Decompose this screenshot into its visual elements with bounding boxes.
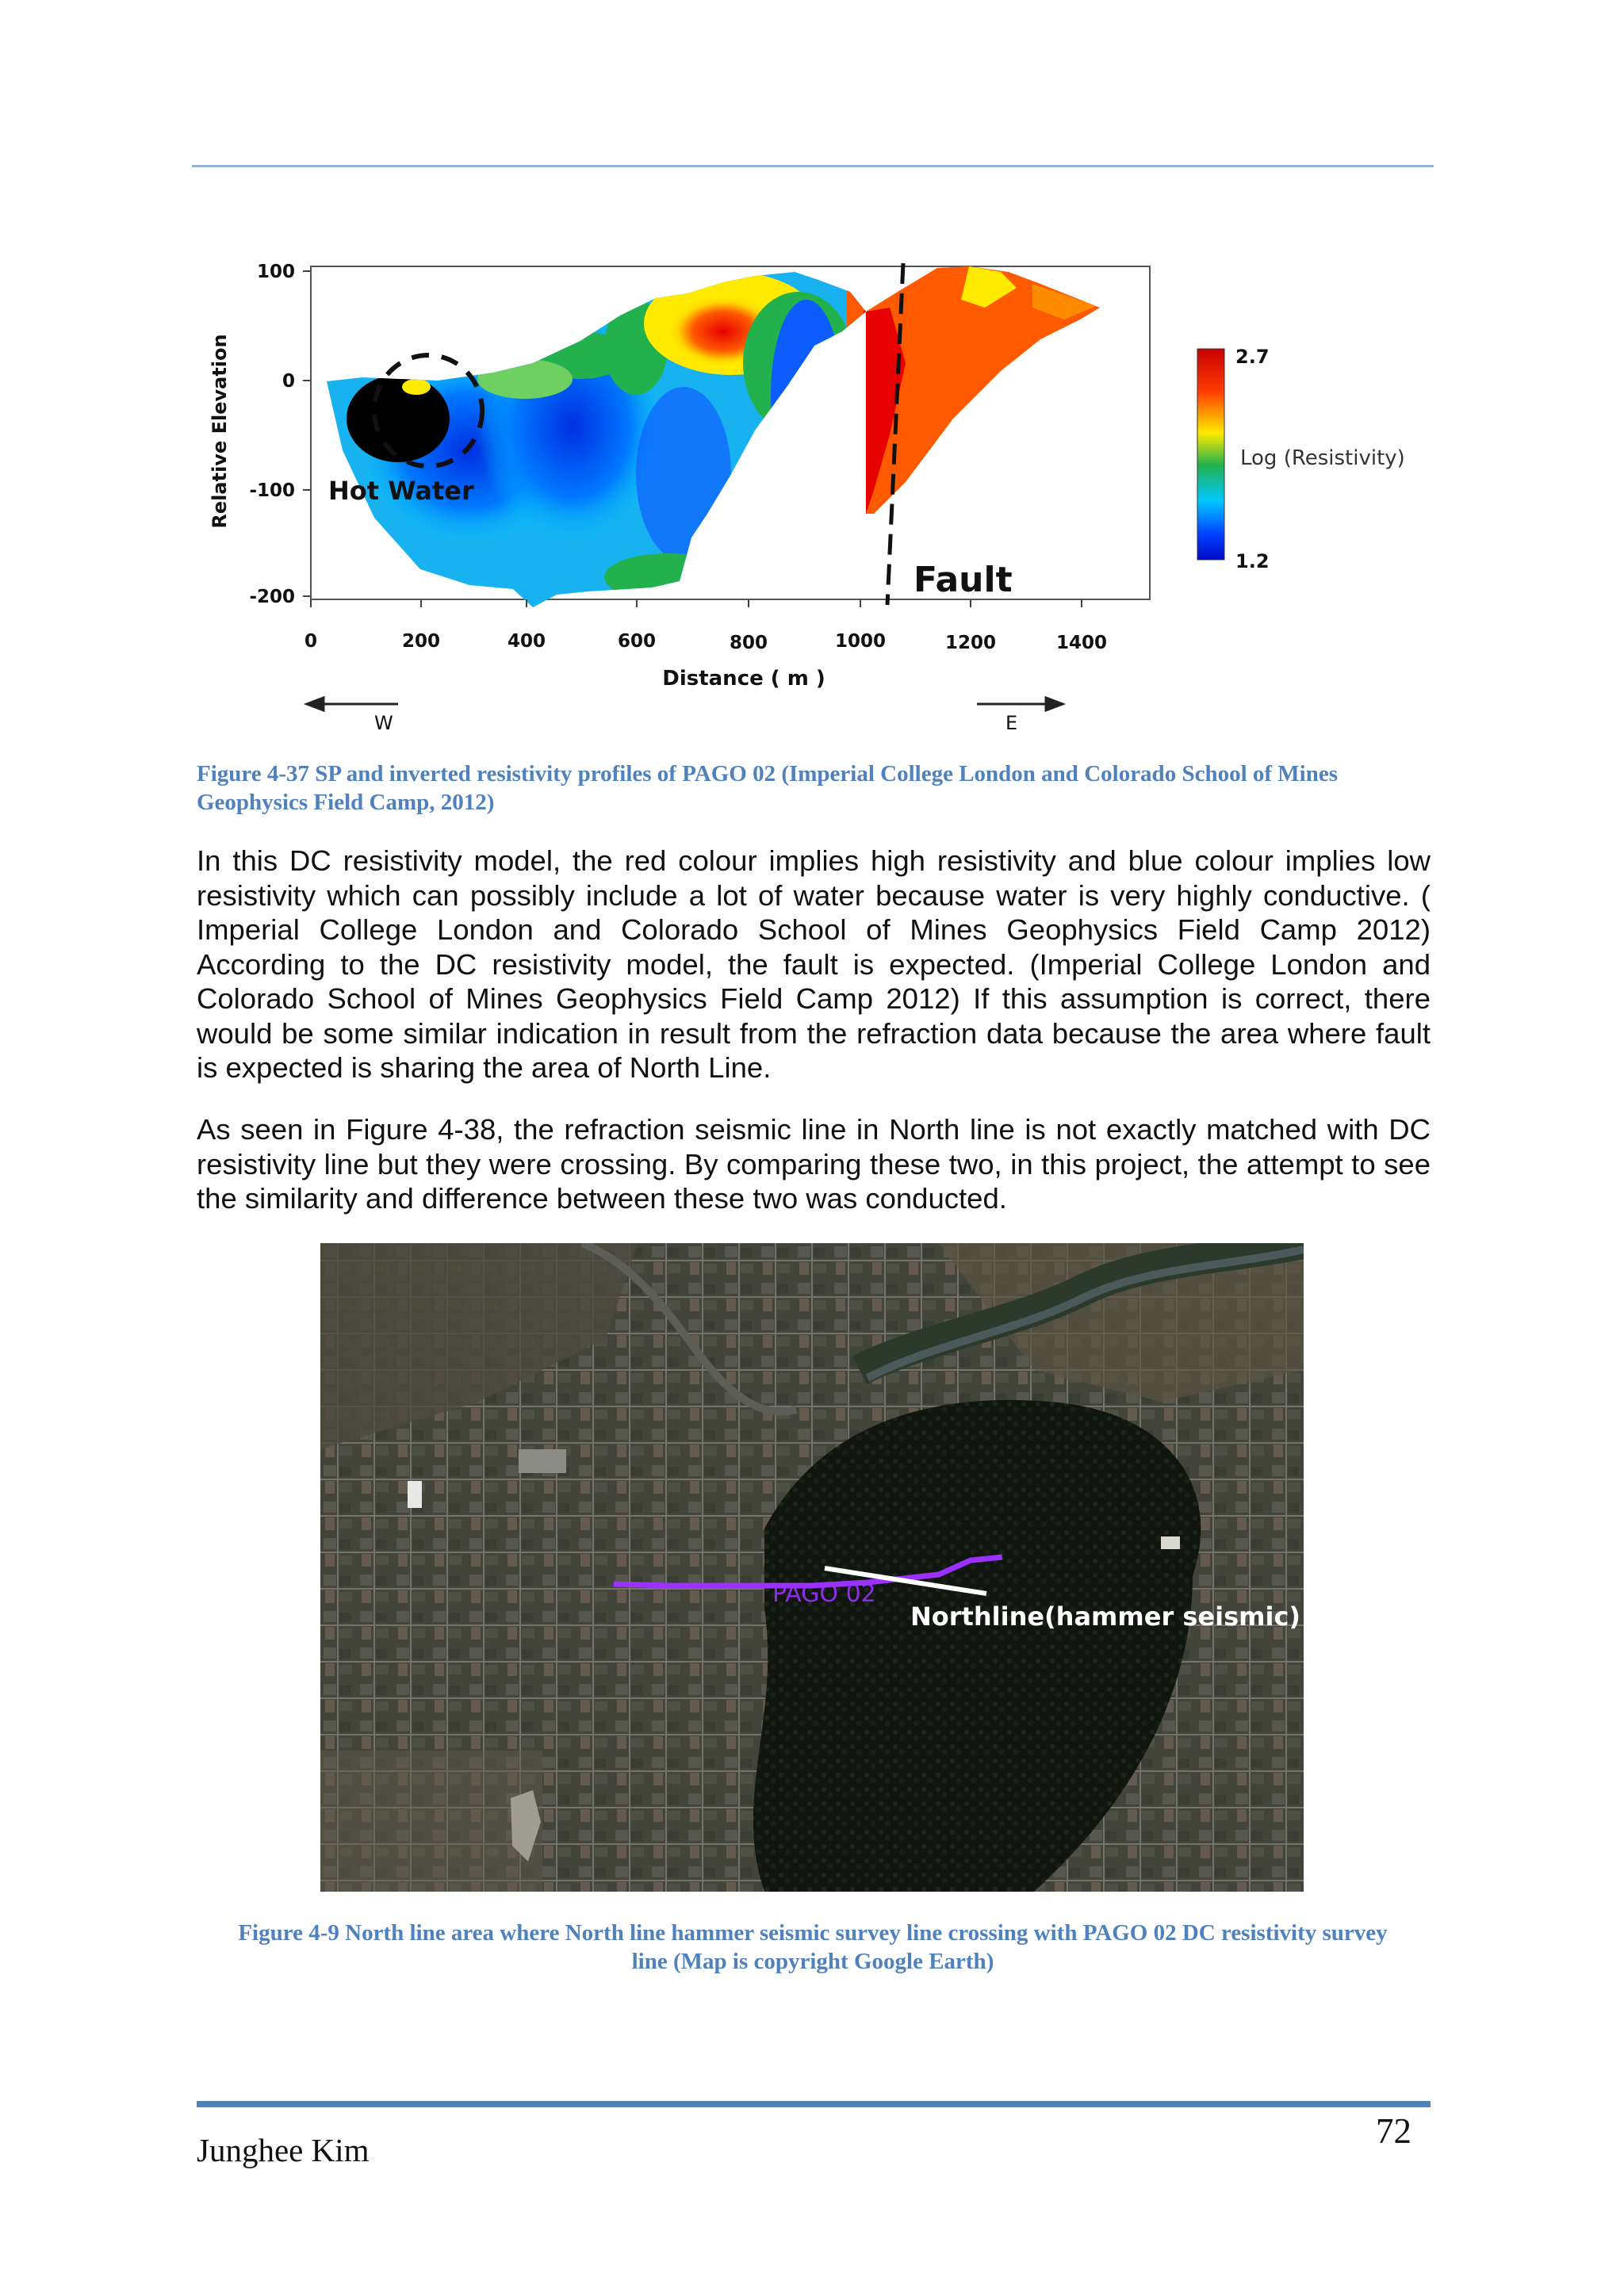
paragraph-2: As seen in Figure 4-38, the refraction seismic line in North line is not exactly matched with DC resistivity line but they were crossing. By comparing these two, in this project, the attempt to see the similarity and difference between these two was conducted. (197, 1113, 1431, 1215)
y-tick-label: 0 (282, 371, 295, 392)
x-tick-label: 200 (401, 631, 441, 652)
white-building (408, 1481, 422, 1508)
footer-rule (197, 2101, 1431, 2107)
colorbar-label: Log (Resistivity) (1240, 446, 1405, 470)
colorbar (1197, 349, 1224, 560)
x-tick-label: 800 (729, 633, 768, 653)
building (519, 1449, 566, 1473)
footer-author: Junghee Kim (197, 2132, 370, 2168)
hot-water-label: Hot Water (328, 476, 474, 506)
colorbar-max: 2.7 (1235, 346, 1270, 368)
east-label: E (1005, 712, 1018, 734)
northline-label: Northline(hammer seismic) (910, 1601, 1301, 1632)
x-tick-label: 600 (617, 631, 657, 652)
resistivity-profile-figure (208, 252, 1429, 736)
open-field (320, 1751, 542, 1892)
figure-4-37-caption: Figure 4-37 SP and inverted resistivity profiles of PAGO 02 (Imperial College London and Colorado School of Mines Geophysics Field Camp, 2012) (197, 761, 1338, 815)
x-tick-label: 1200 (944, 633, 997, 653)
east-arrow (977, 698, 1063, 710)
satellite-map-figure (320, 1243, 1304, 1892)
x-tick-label: 1400 (1055, 633, 1108, 653)
x-tick-label: 400 (507, 631, 546, 652)
x-tick-label: 0 (304, 631, 318, 652)
fault-label: Fault (914, 560, 1013, 600)
paragraph-1: In this DC resistivity model, the red colour implies high resistivity and blue colour implies low resistivity which can possibly include a lot of water because water is very highly conductive. ( Imperial College London and Colorado School of Mines Geophysics Field Camp 2012) According to the DC resistivity model, the fault is expected. (Imperial College London and Colorado School of Mines Geophysics Field Camp 2012) If this assumption is correct, there would be some similar indication in result from the refraction data because the area where fault is expected is sharing the area of North Line. (197, 844, 1431, 1084)
page-number: 72 (1376, 2111, 1411, 2151)
y-axis-label: Relative Elevation (209, 334, 231, 529)
west-arrow (307, 698, 398, 710)
x-axis-label: Distance ( m ) (662, 667, 825, 691)
figure-4-9-caption: Figure 4-9 North line area where North line hammer seismic survey line crossing with PAGO 02 DC resistivity survey line (Map is copyright Google Earth) (238, 1920, 1388, 1974)
colorbar-min: 1.2 (1235, 550, 1270, 572)
pago-02-label: PAGO 02 (772, 1580, 876, 1608)
building (1161, 1536, 1180, 1549)
x-tick-label: 1000 (834, 631, 887, 652)
west-label: W (374, 712, 393, 734)
header-rule (192, 165, 1434, 167)
y-tick-label: -200 (249, 587, 295, 607)
y-tick-label: -100 (249, 480, 295, 501)
y-tick-label: 100 (256, 262, 295, 282)
